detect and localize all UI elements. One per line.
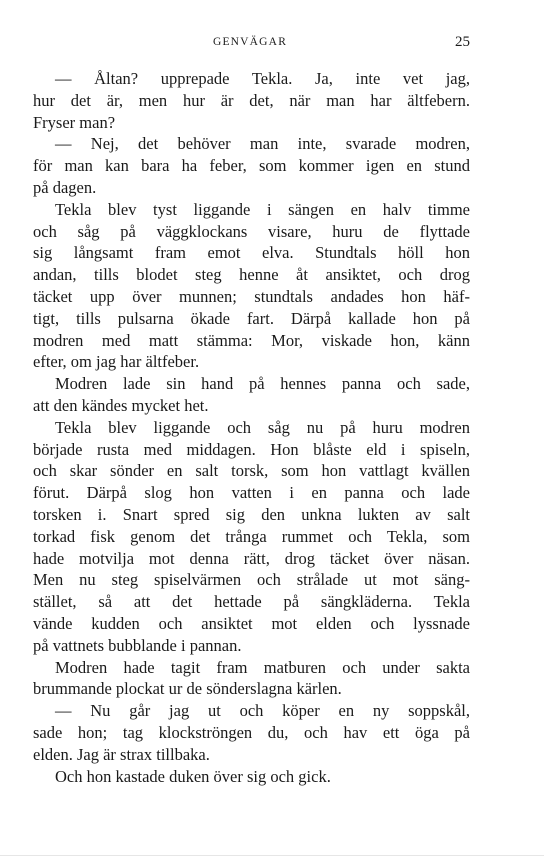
text-line: Modren lade sin hand på hennes panna och sade, [55,374,470,394]
text-line: Tekla blev tyst liggande i sängen en halv timme [55,199,470,219]
text-line: på dagen. [33,177,97,197]
text-line: och såg på väggklockans visare, huru de flyttade [33,221,470,241]
text-line: att den kändes mycket het. [33,395,209,415]
text-line: tigt, tills pulsarna ökade fart. Därpå kallade hon på [33,308,470,328]
text-line: hur det är, men hur är det, när man har ältfebern. [33,90,470,110]
body-text [33,68,470,787]
text-line: Fryser man? [33,112,116,132]
text-line: hade motvilja mot denna rätt, drog täcket över näsan. [33,548,470,568]
text-line: täcket upp över munnen; stundtals andades hon häf- [33,286,470,306]
page-number: 25 [455,34,470,50]
text-line: sig långsamt fram emot elva. Stundtals höll hon [33,243,470,263]
page-edge [0,855,544,856]
text-line: Modren hade tagit fram matburen och under sakta [55,657,470,677]
text-line: brummande plockat ur de sönderslagna kärlen. [33,679,342,699]
text-line: på vattnets bubblande i pannan. [33,635,242,655]
text-line: och skar sönder en salt torsk, som hon vattlagt kvällen [33,461,470,481]
text-line: Och hon kastade duken över sig och gick. [55,766,331,786]
text-line: efter, om jag har ältfeber. [33,352,200,372]
text-line: — Åltan? upprepade Tekla. Ja, inte vet jag, [55,69,470,88]
text-line: stället, så att det hettade på sängkläderna. Tekla [33,592,470,612]
text-line: modren med matt stämma: Mor, viskade hon, känn [33,330,470,350]
text-line: för man kan bara ha feber, som kommer igen en stund [33,156,470,176]
text-line: — Nu går jag ut och köper en ny soppskål, [55,701,470,721]
running-title: GENVÄGAR [212,36,288,48]
text-line: förut. Därpå slog hon vatten i en panna och lade [33,483,470,503]
running-head [30,34,470,54]
text-line: började rusta med middagen. Hon blåste eld i spiseln, [33,439,470,459]
text-line: vände kudden och ansiktet mot elden och lyssnade [33,613,470,633]
text-line: Men nu steg spiselvärmen och strålade ut mot säng- [33,570,470,590]
text-line: Tekla blev liggande och såg nu på huru modren [55,417,470,437]
text-line: torsken i. Snart spred sig den unkna lukten av salt [33,504,470,524]
text-line: sade hon; tag klockströngen du, och hav ett öga på [33,722,470,742]
text-line: torkad fisk genom det trånga rummet och Tekla, som [33,526,470,546]
text-line: — Nej, det behöver man inte, svarade modren, [55,134,470,154]
text-line: elden. Jag är strax tillbaka. [33,744,210,764]
text-line: andan, tills blodet steg henne åt ansiktet, och drog [33,265,470,285]
